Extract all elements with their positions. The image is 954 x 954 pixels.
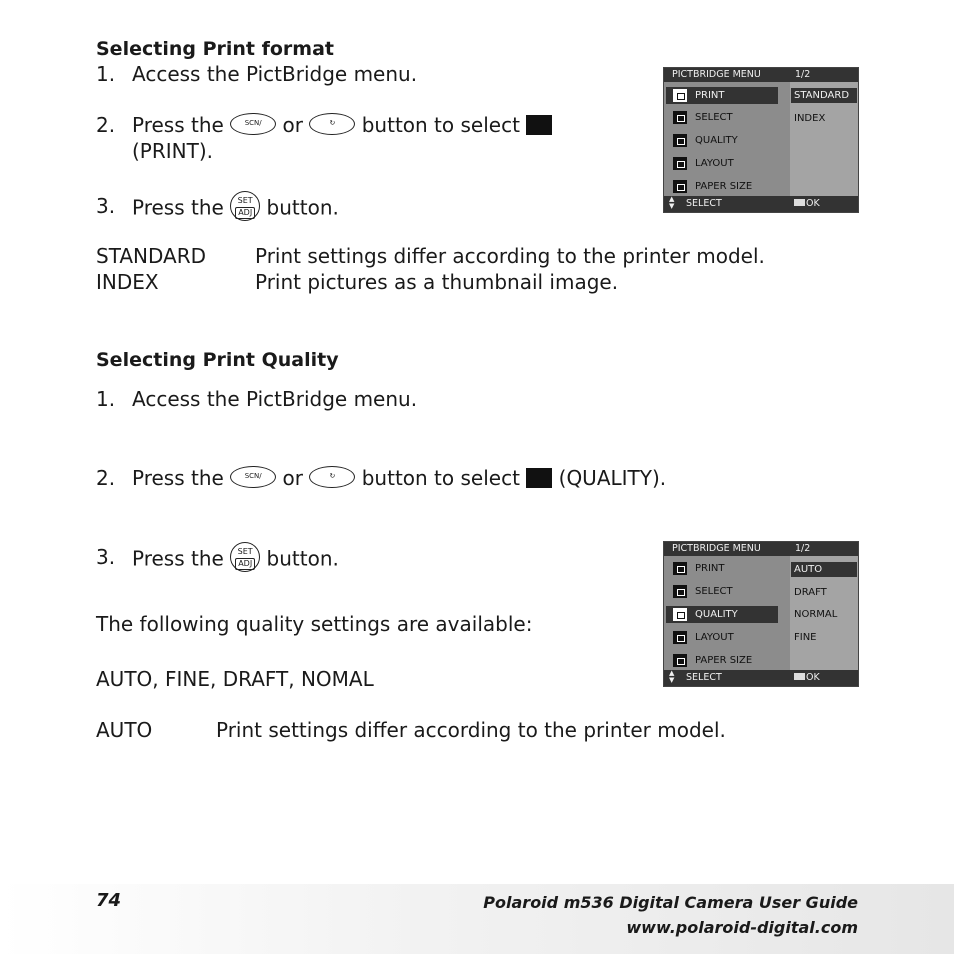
available-text: The following quality settings are available:: [96, 612, 533, 636]
quality-icon: [673, 608, 687, 621]
menu-option-index: INDEX: [794, 113, 826, 124]
definition-term: STANDARD: [96, 244, 207, 268]
set-icon: [794, 199, 805, 206]
menu-option-draft: DRAFT: [794, 587, 827, 598]
footer-ok: OK: [794, 196, 820, 212]
step-text: button.: [266, 195, 339, 220]
layout-icon: [673, 157, 687, 170]
step-3-line: [96, 194, 339, 220]
menu-footer-bar: [664, 196, 858, 212]
step-number: 1.: [96, 387, 116, 411]
pictbridge-menu-print: [663, 67, 859, 213]
step-1-line: [96, 387, 418, 411]
step-text-wrap: [132, 194, 339, 224]
definition-term: INDEX: [96, 270, 159, 294]
quality-icon: [526, 468, 552, 488]
step-text-wrap: [132, 545, 339, 575]
menu-item-paper-size: PAPER SIZE: [666, 652, 778, 669]
menu-item-paper-size: PAPER SIZE: [666, 178, 778, 195]
select-icon: [673, 585, 687, 598]
menu-item-print: PRINT: [666, 560, 778, 577]
scene-button-icon: SCN/: [230, 113, 276, 135]
definition-desc: Print pictures as a thumbnail image.: [255, 270, 619, 294]
print-icon: [673, 89, 687, 102]
menu-item-select: SELECT: [666, 109, 778, 126]
step-text: or: [282, 466, 304, 490]
step-2-line: [96, 466, 667, 490]
step-text: button to select: [361, 466, 520, 490]
step-1-line: [96, 62, 418, 86]
menu-option-standard: STANDARD: [791, 88, 857, 103]
set-adj-button-icon: SET ADJ: [230, 191, 260, 221]
menu-item-layout: LAYOUT: [666, 155, 778, 172]
set-adj-button-icon: SET ADJ: [230, 542, 260, 572]
section-heading-print-format: Selecting Print format: [96, 38, 334, 60]
menu-option-auto: AUTO: [791, 562, 857, 577]
print-icon: [526, 115, 552, 135]
menu-title: PICTBRIDGE MENU: [672, 69, 761, 80]
menu-footer-bar: [664, 670, 858, 686]
step-number: 2.: [96, 113, 116, 137]
section-heading-print-quality: Selecting Print Quality: [96, 349, 339, 371]
menu-item-quality: QUALITY: [666, 606, 778, 623]
print-icon: [673, 562, 687, 575]
scene-button-icon: SCN/: [230, 466, 276, 488]
step-text: Press the: [132, 546, 224, 571]
step-2-continuation: (PRINT).: [132, 139, 213, 163]
timer-button-icon: ↻: [309, 466, 355, 488]
step-text: Press the: [132, 466, 224, 490]
definition-desc: Print settings differ according to the printer model.: [216, 718, 726, 742]
page-number: 74: [96, 890, 122, 911]
set-icon: [794, 673, 805, 680]
step-number: 1.: [96, 62, 116, 86]
step-text-wrap: [132, 113, 552, 138]
menu-item-select: SELECT: [666, 583, 778, 600]
step-3-line: [96, 545, 339, 571]
guide-title: Polaroid m536 Digital Camera User Guide: [483, 893, 858, 912]
step-text-wrap: [132, 466, 666, 491]
step-text: Access the PictBridge menu.: [132, 387, 418, 411]
menu-option-fine: FINE: [794, 632, 817, 643]
menu-title-bar: [664, 68, 858, 82]
definition-desc: Print settings differ according to the printer model.: [255, 244, 765, 268]
definition-term: AUTO: [96, 718, 153, 742]
menu-title: PICTBRIDGE MENU: [672, 543, 761, 554]
step-text: Press the: [132, 195, 224, 220]
step-text: button to select: [361, 113, 520, 137]
up-down-arrow-icon: ▲ ▼: [669, 195, 675, 210]
step-number: 3.: [96, 194, 116, 218]
step-text: (QUALITY).: [558, 466, 667, 490]
quality-icon: [673, 134, 687, 147]
footer-select-label: SELECT: [686, 672, 722, 683]
menu-page: 1/2: [795, 69, 811, 80]
timer-button-icon: ↻: [309, 113, 355, 135]
step-text: or: [282, 113, 304, 137]
menu-item-print: PRINT: [666, 87, 778, 104]
step-text: Access the PictBridge menu.: [132, 62, 418, 86]
menu-page: 1/2: [795, 543, 811, 554]
menu-option-normal: NORMAL: [794, 609, 838, 620]
step-text: Press the: [132, 113, 224, 137]
step-2-line: [96, 113, 520, 137]
paper-size-icon: [673, 180, 687, 193]
menu-item-quality: QUALITY: [666, 132, 778, 149]
menu-title-bar: [664, 542, 858, 556]
paper-size-icon: [673, 654, 687, 667]
options-line: AUTO, FINE, DRAFT, NOMAL: [96, 667, 374, 691]
layout-icon: [673, 631, 687, 644]
up-down-arrow-icon: ▲ ▼: [669, 669, 675, 684]
footer-select-label: SELECT: [686, 198, 722, 209]
footer-ok: OK: [794, 670, 820, 686]
step-number: 3.: [96, 545, 116, 569]
step-number: 2.: [96, 466, 116, 490]
menu-item-layout: LAYOUT: [666, 629, 778, 646]
select-icon: [673, 111, 687, 124]
footer-url: www.polaroid-digital.com: [626, 918, 858, 937]
pictbridge-menu-quality: [663, 541, 859, 687]
step-text: button.: [266, 546, 339, 571]
